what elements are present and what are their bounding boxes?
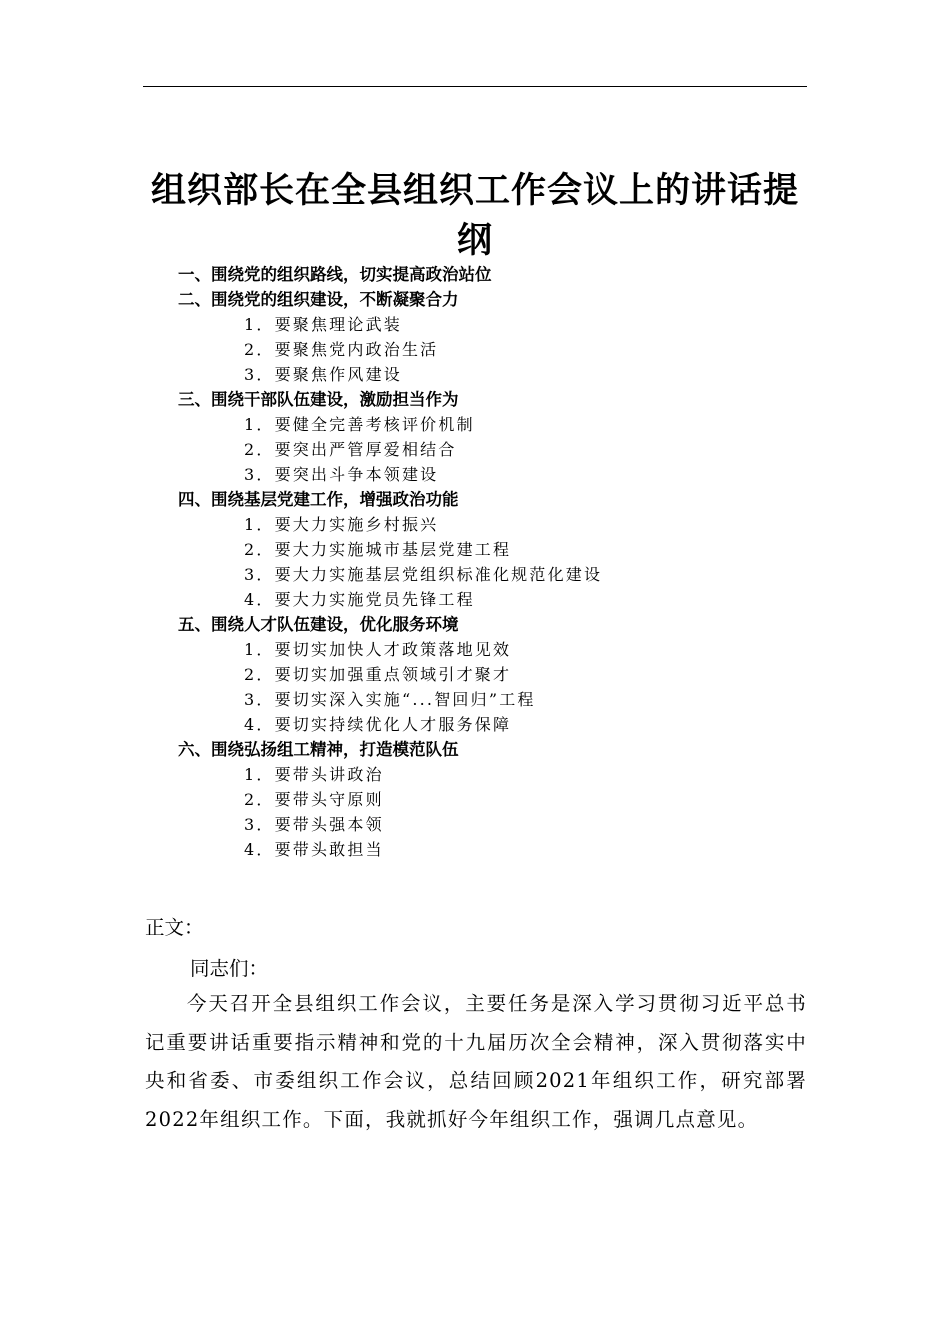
outline-item: 1．要大力实施乡村振兴 <box>244 515 439 534</box>
outline-item: 1．要切实加快人才政策落地见效 <box>244 640 512 659</box>
outline-section-heading: 六、围绕弘扬组工精神，打造模范队伍 <box>178 740 459 759</box>
outline-item: 3．要聚焦作风建设 <box>244 365 402 384</box>
outline-item: 2．要突出严管厚爱相结合 <box>244 440 457 459</box>
outline-item: 3．要突出斗争本领建设 <box>244 465 439 484</box>
outline-item: 1．要聚焦理论武装 <box>244 315 402 334</box>
salutation: 同志们： <box>190 957 269 980</box>
outline-item: 2．要带头守原则 <box>244 790 384 809</box>
outline <box>178 262 818 862</box>
outline-section-heading: 五、围绕人才队伍建设，优化服务环境 <box>178 615 459 634</box>
outline-item: 3．要切实深入实施“...智回归”工程 <box>244 690 536 709</box>
body-label: 正文： <box>145 916 204 939</box>
outline-item: 4．要大力实施党员先锋工程 <box>244 590 475 609</box>
outline-item: 4．要切实持续优化人才服务保障 <box>244 715 512 734</box>
body-paragraph: 今天召开全县组织工作会议，主要任务是深入学习贯彻习近平总书记重要讲话重要指示精神和党的十九届历次全会精神，深入贯彻落实中央和省委、市委组织工作会议，总结回顾2021年组织工作，研究部署2022年组织工作。下面，我就抓好今年组织工作，强调几点意见。 <box>145 992 807 1131</box>
outline-item: 2．要切实加强重点领域引才聚才 <box>244 665 512 684</box>
outline-item: 3．要带头强本领 <box>244 815 384 834</box>
document-title: 组织部长在全县组织工作会议上的讲话提纲 <box>150 171 799 261</box>
outline-section-heading: 三、围绕干部队伍建设，激励担当作为 <box>178 390 459 409</box>
outline-section-heading: 四、围绕基层党建工作，增强政治功能 <box>178 490 459 509</box>
outline-item: 1．要健全完善考核评价机制 <box>244 415 475 434</box>
outline-item: 4．要带头敢担当 <box>244 840 384 859</box>
outline-section-heading: 一、围绕党的组织路线，切实提高政治站位 <box>178 265 492 284</box>
outline-section-heading: 二、围绕党的组织建设，不断凝聚合力 <box>178 290 459 309</box>
outline-item: 1．要带头讲政治 <box>244 765 384 784</box>
header-rule <box>143 86 807 87</box>
outline-item: 3．要大力实施基层党组织标准化规范化建设 <box>244 565 603 584</box>
outline-item: 2．要聚焦党内政治生活 <box>244 340 439 359</box>
outline-item: 2．要大力实施城市基层党建工程 <box>244 540 512 559</box>
